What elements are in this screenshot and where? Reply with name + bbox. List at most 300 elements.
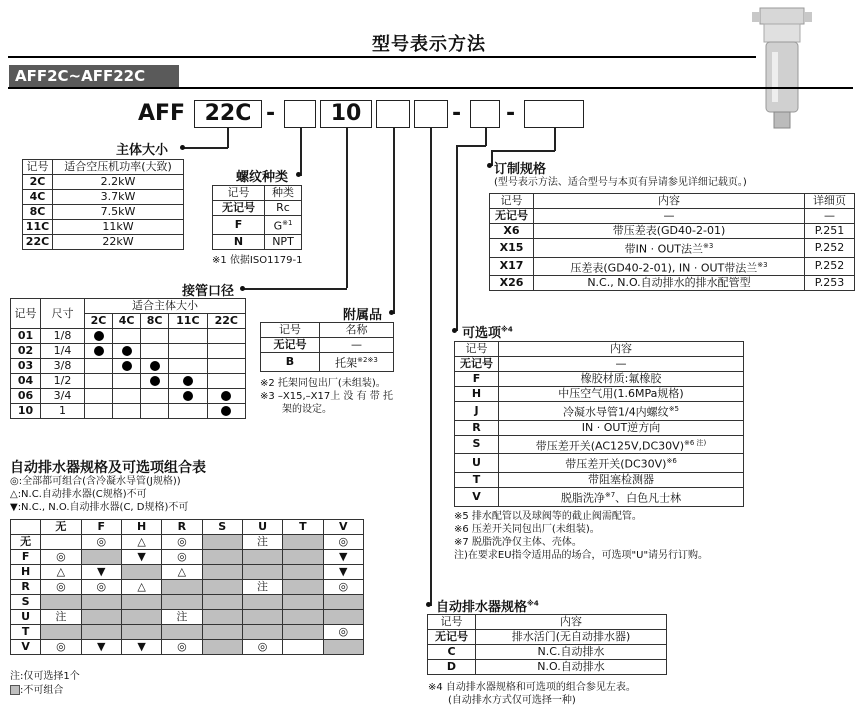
table-row <box>11 610 364 625</box>
custom-content-cell <box>534 239 805 258</box>
combo-title: 自动排水器规格及可选项组合表 <box>10 460 206 476</box>
port-th-size-col: 22C <box>207 314 245 329</box>
opt-code-cell: S <box>455 435 499 454</box>
opt-content-cell <box>499 435 744 454</box>
table-row <box>455 420 744 435</box>
table-row <box>455 357 744 372</box>
combo-cell: ◎ <box>242 640 282 655</box>
title-rule <box>8 56 756 58</box>
table-row <box>428 630 667 645</box>
table-row <box>11 535 364 550</box>
table-row <box>11 389 246 404</box>
size-power-cell: 11kW <box>53 220 184 235</box>
table-row <box>261 338 394 353</box>
port-size-cell: 1/4 <box>41 344 85 359</box>
combo-cell <box>242 625 282 640</box>
size-code-cell: 4C <box>23 190 53 205</box>
table-row <box>455 435 744 454</box>
table-row <box>11 565 364 580</box>
thread-g-text: G <box>273 219 283 233</box>
combo-row-label: U <box>11 610 41 625</box>
table-row <box>428 660 667 675</box>
table-row <box>490 224 855 239</box>
combo-row-label: T <box>11 625 41 640</box>
thread-g-sup: ※1 <box>282 219 293 227</box>
dash-4: - <box>506 101 516 126</box>
drain-note-2: (自动排水方式仅可选择一种) <box>448 695 576 706</box>
drain-dot <box>426 602 431 607</box>
drain-leader <box>430 128 432 606</box>
size-power-cell: 22kW <box>53 235 184 250</box>
combo-th: R <box>162 520 202 535</box>
combo-cell <box>202 610 242 625</box>
combo-cell: 注 <box>242 535 282 550</box>
series-rule <box>8 87 853 89</box>
port-fit-cell <box>141 344 169 359</box>
port-fit-cell <box>169 389 207 404</box>
combo-row-label: R <box>11 580 41 595</box>
combo-cell <box>202 550 242 565</box>
drain-code-cell: 无记号 <box>428 630 476 645</box>
combo-th: V <box>323 520 363 535</box>
combo-cell: ◎ <box>162 535 202 550</box>
combo-cell <box>283 565 323 580</box>
combo-cell: ▼ <box>323 550 363 565</box>
port-code-cell: 04 <box>11 374 41 389</box>
combo-cell <box>202 625 242 640</box>
fit-dot-icon <box>150 376 160 386</box>
acc-th-code: 记号 <box>261 323 320 338</box>
combo-cell <box>121 595 161 610</box>
option-title-text: 可选项 <box>462 326 502 341</box>
table-row <box>490 239 855 258</box>
port-fit-cell <box>207 374 245 389</box>
port-fit-cell <box>85 374 113 389</box>
combo-cell <box>323 610 363 625</box>
port-th-size: 尺寸 <box>41 299 85 329</box>
custom-title: 订制规格 <box>494 162 547 177</box>
opt-code-cell: V <box>455 487 499 506</box>
port-title: 接管口径 <box>182 284 235 299</box>
custom-content-cell: N.C., N.O.自动排水的排水配管型 <box>534 276 805 291</box>
opt-note-4: 注)在要求EU指令适用品的场合，可选项"U"请另行订购。 <box>454 550 709 561</box>
custom-th-content: 内容 <box>534 194 805 209</box>
combo-cell: △ <box>121 580 161 595</box>
combo-cell: △ <box>162 565 202 580</box>
opt-th-code: 记号 <box>455 342 499 357</box>
drain-content-cell: N.O.自动排水 <box>476 660 667 675</box>
table-row <box>23 190 184 205</box>
custom-page-cell: P.252 <box>805 239 855 258</box>
size-code-cell: 8C <box>23 205 53 220</box>
port-fit-cell <box>113 404 141 419</box>
table-row <box>428 645 667 660</box>
table-row <box>23 175 184 190</box>
combo-legend-1: ◎:全部都可组合(含冷凝水导管(J规格)) <box>10 476 181 487</box>
custom-page-cell: P.253 <box>805 276 855 291</box>
combo-cell <box>283 640 323 655</box>
port-fit-cell <box>207 359 245 374</box>
custom-code-cell: X6 <box>490 224 534 239</box>
fit-dot-icon <box>122 361 132 371</box>
opt-code-cell: 无记号 <box>455 357 499 372</box>
port-th-size-col: 4C <box>113 314 141 329</box>
opt-u-text: 带压差开关(DC30V) <box>565 457 667 471</box>
port-fit-cell <box>85 329 113 344</box>
table-row <box>23 235 184 250</box>
combo-cell: △ <box>41 565 81 580</box>
combo-th: F <box>81 520 121 535</box>
option-leader-top <box>456 145 486 147</box>
combo-cell <box>162 595 202 610</box>
table-row <box>11 625 364 640</box>
thread-code-cell: N <box>213 234 265 249</box>
fit-dot-icon <box>183 376 193 386</box>
opt-u-sup: ※6 <box>666 457 677 466</box>
thread-box <box>284 100 316 128</box>
drain-code-cell: C <box>428 645 476 660</box>
table-row <box>213 216 302 235</box>
opt-v-sup: ※7 <box>604 490 616 499</box>
custom-table <box>489 193 855 291</box>
opt-v-text: 脱脂洗净 <box>560 491 605 505</box>
port-th-body: 适合主体大小 <box>85 299 246 314</box>
combo-th <box>11 520 41 535</box>
combo-th: S <box>202 520 242 535</box>
custom-subtitle: (型号表示方法、适合型号与本页有异请参见详细记载页。) <box>494 177 747 188</box>
table-row <box>455 472 744 487</box>
combo-th: T <box>283 520 323 535</box>
option-title-sup: ※4 <box>501 325 513 334</box>
custom-dot <box>487 163 492 168</box>
port-fit-cell <box>85 404 113 419</box>
drain-title <box>436 596 539 615</box>
custom-code-cell: X26 <box>490 276 534 291</box>
opt-content-cell <box>499 454 744 473</box>
size-code-cell: 22C <box>23 235 53 250</box>
port-size-cell: 1 <box>41 404 85 419</box>
combo-cell <box>202 535 242 550</box>
thread-footnote: ※1 依据ISO1179-1 <box>212 255 303 266</box>
custom-page-cell: — <box>805 209 855 224</box>
combo-cell: ◎ <box>41 580 81 595</box>
size-power-cell: 3.7kW <box>53 190 184 205</box>
opt-note-3: ※7 脱脂洗净仅主体、壳体。 <box>454 537 582 548</box>
opt-code-cell: H <box>455 387 499 402</box>
port-fit-cell <box>141 389 169 404</box>
size-table <box>22 159 184 250</box>
combo-cell: ◎ <box>323 535 363 550</box>
combo-cell: ◎ <box>41 640 81 655</box>
custom-leader-2 <box>554 128 556 151</box>
accessory-box <box>376 100 410 128</box>
combo-cell <box>202 640 242 655</box>
port-size-cell: 1/8 <box>41 329 85 344</box>
table-row <box>490 257 855 276</box>
port-size-cell: 3/4 <box>41 389 85 404</box>
opt-s-sup: ※6 注) <box>684 438 707 447</box>
combo-cell <box>242 610 282 625</box>
size-power-cell: 7.5kW <box>53 205 184 220</box>
option-leader <box>456 145 458 331</box>
size-code-cell: 11C <box>23 220 53 235</box>
table-row <box>213 201 302 216</box>
opt-code-cell: J <box>455 402 499 421</box>
custom-x17-sup: ※3 <box>757 260 768 269</box>
acc-note-3: 架的设定。 <box>282 404 332 415</box>
acc-bracket-text: 托架 <box>335 356 358 370</box>
combo-table <box>10 519 364 655</box>
port-fit-cell <box>113 374 141 389</box>
combo-foot-2-text: :不可组合 <box>20 685 64 696</box>
combo-cell: ▼ <box>81 640 121 655</box>
thread-leader <box>300 128 302 176</box>
table-row <box>11 359 246 374</box>
port-fit-cell <box>141 359 169 374</box>
combo-cell <box>41 535 81 550</box>
thread-dot <box>296 172 301 177</box>
drain-content-cell: 排水活门(无自动排水器) <box>476 630 667 645</box>
opt-code-cell: R <box>455 420 499 435</box>
opt-code-cell: T <box>455 472 499 487</box>
combo-cell: ▼ <box>323 565 363 580</box>
combo-cell <box>283 625 323 640</box>
combo-cell: 注 <box>242 580 282 595</box>
table-row <box>23 205 184 220</box>
custom-content-cell: — <box>534 209 805 224</box>
combo-cell <box>121 565 161 580</box>
table-row <box>11 404 246 419</box>
combo-cell <box>121 625 161 640</box>
acc-name-cell: — <box>320 338 394 353</box>
table-row <box>455 372 744 387</box>
thread-th-code: 记号 <box>213 186 265 201</box>
table-row <box>455 387 744 402</box>
size-code-cell: 2C <box>23 175 53 190</box>
custom-page-cell: P.251 <box>805 224 855 239</box>
custom-leader-h <box>491 150 555 152</box>
port-fit-cell <box>207 404 245 419</box>
combo-cell: ◎ <box>162 640 202 655</box>
combo-legend-2: △:N.C.自动排水器(C规格)不可 <box>10 489 147 500</box>
combo-cell <box>323 595 363 610</box>
custom-page-cell: P.252 <box>805 257 855 276</box>
model-prefix: AFF <box>138 101 186 126</box>
custom-x15-sup: ※3 <box>703 242 714 250</box>
table-row <box>455 454 744 473</box>
port-fit-cell <box>169 359 207 374</box>
port-th-code: 记号 <box>11 299 41 329</box>
custom-code-cell: X15 <box>490 239 534 258</box>
opt-s-text: 带压差开关(AC125V,DC30V) <box>535 439 684 453</box>
custom-code-cell: X17 <box>490 257 534 276</box>
size-code: 22C <box>204 101 252 126</box>
drain-title-sup: ※4 <box>527 599 539 608</box>
combo-th: U <box>242 520 282 535</box>
option-title <box>462 322 513 341</box>
custom-code-cell: 无记号 <box>490 209 534 224</box>
acc-note-1: ※2 托架同包出厂(未组装)。 <box>260 378 386 389</box>
port-fit-cell <box>141 374 169 389</box>
acc-code-cell: 无记号 <box>261 338 320 353</box>
combo-row-label: V <box>11 640 41 655</box>
table-row <box>11 344 246 359</box>
thread-code-cell: F <box>213 216 265 235</box>
thread-type-cell <box>265 216 302 235</box>
port-fit-cell <box>207 344 245 359</box>
combo-cell <box>202 565 242 580</box>
opt-code-cell: U <box>455 454 499 473</box>
table-row <box>213 234 302 249</box>
table-row <box>11 580 364 595</box>
dash-3: - <box>452 101 462 126</box>
size-leader-h <box>184 147 228 149</box>
table-row <box>11 640 364 655</box>
combo-cell: 注 <box>41 610 81 625</box>
accessory-table <box>260 322 394 372</box>
combo-cell <box>162 580 202 595</box>
combo-cell <box>242 565 282 580</box>
combo-cell: ◎ <box>41 550 81 565</box>
option-leader-2 <box>485 128 487 146</box>
opt-note-1: ※5 排水配管以及球阀等的截止阀需配管。 <box>454 511 642 522</box>
table-row <box>261 353 394 372</box>
combo-cell: ◎ <box>162 550 202 565</box>
opt-code-cell: F <box>455 372 499 387</box>
combo-cell: ▼ <box>121 550 161 565</box>
combo-cell: ▼ <box>81 565 121 580</box>
drain-th-content: 内容 <box>476 615 667 630</box>
opt-content-cell: 橡胶材质:氟橡胶 <box>499 372 744 387</box>
port-code-cell: 02 <box>11 344 41 359</box>
combo-cell <box>81 550 121 565</box>
port-code-cell: 10 <box>11 404 41 419</box>
port-fit-cell <box>169 344 207 359</box>
thread-code-cell: 无记号 <box>213 201 265 216</box>
combo-cell <box>81 610 121 625</box>
port-th-size-col: 2C <box>85 314 113 329</box>
opt-j-sup: ※5 <box>668 405 680 413</box>
series-label: AFF2C~AFF22C <box>9 65 179 87</box>
table-row <box>455 487 744 506</box>
port-fit-cell <box>113 389 141 404</box>
thread-table <box>212 185 302 250</box>
fit-dot-icon <box>94 346 104 356</box>
table-row <box>11 550 364 565</box>
option-box <box>470 100 500 128</box>
table-row <box>11 595 364 610</box>
combo-foot-2 <box>10 684 63 697</box>
table-row <box>23 220 184 235</box>
port-size-cell: 3/8 <box>41 359 85 374</box>
port-code: 10 <box>330 101 362 126</box>
drain-table <box>427 614 667 675</box>
port-leader-h <box>244 288 347 290</box>
table-row <box>11 374 246 389</box>
acc-name-cell <box>320 353 394 372</box>
combo-foot-1: 注:仅可选择1个 <box>10 671 80 682</box>
custom-x15-text: 带IN · OUT法兰 <box>624 242 704 256</box>
port-fit-cell <box>141 329 169 344</box>
combo-legend-3: ▼:N.C., N.O.自动排水器(C, D规格)不可 <box>10 502 189 513</box>
port-fit-cell <box>169 404 207 419</box>
opt-content-cell: IN · OUT逆方向 <box>499 420 744 435</box>
acc-code-cell: B <box>261 353 320 372</box>
opt-v-tail: 、白色凡士林 <box>615 491 682 505</box>
acc-th-name: 名称 <box>320 323 394 338</box>
size-th-code: 记号 <box>23 160 53 175</box>
dash-1: - <box>266 101 276 126</box>
port-fit-cell <box>113 359 141 374</box>
gray-swatch <box>10 685 20 695</box>
thread-type-cell: NPT <box>265 234 302 249</box>
size-dot <box>180 145 185 150</box>
opt-content-cell: 带阻塞检测器 <box>499 472 744 487</box>
combo-cell <box>283 550 323 565</box>
opt-note-2: ※6 压差开关同包出厂(未组装)。 <box>454 524 600 535</box>
combo-cell <box>202 595 242 610</box>
size-leader <box>227 128 229 148</box>
size-th-power: 适合空压机功率(大致) <box>53 160 184 175</box>
combo-cell: ◎ <box>81 580 121 595</box>
combo-cell: ◎ <box>323 580 363 595</box>
custom-content-cell: 带压差表(GD40-2-01) <box>534 224 805 239</box>
port-fit-cell <box>207 389 245 404</box>
combo-cell: ▼ <box>121 640 161 655</box>
drain-th-code: 记号 <box>428 615 476 630</box>
port-th-size-col: 11C <box>169 314 207 329</box>
port-fit-cell <box>85 344 113 359</box>
port-fit-cell <box>169 374 207 389</box>
combo-cell <box>41 625 81 640</box>
combo-cell <box>283 580 323 595</box>
fit-dot-icon <box>122 346 132 356</box>
port-dot <box>240 286 245 291</box>
table-row <box>11 329 246 344</box>
combo-cell <box>283 610 323 625</box>
drain-content-cell: N.C.自动排水 <box>476 645 667 660</box>
fit-dot-icon <box>221 391 231 401</box>
port-size-cell: 1/2 <box>41 374 85 389</box>
fit-dot-icon <box>94 331 104 341</box>
port-fit-cell <box>113 329 141 344</box>
table-row <box>455 402 744 421</box>
combo-cell <box>81 595 121 610</box>
acc-dot <box>389 310 394 315</box>
combo-th: H <box>121 520 161 535</box>
combo-row-label: F <box>11 550 41 565</box>
combo-cell <box>242 595 282 610</box>
port-fit-cell <box>85 389 113 404</box>
combo-cell: 注 <box>162 610 202 625</box>
port-fit-cell <box>113 344 141 359</box>
opt-content-cell <box>499 402 744 421</box>
combo-cell <box>283 535 323 550</box>
port-code-cell: 06 <box>11 389 41 404</box>
port-th-size-col: 8C <box>141 314 169 329</box>
page-title: 型号表示方法 <box>372 34 486 55</box>
combo-cell: △ <box>121 535 161 550</box>
drain-code-cell: D <box>428 660 476 675</box>
port-leader <box>346 128 348 288</box>
thread-type-cell: Rc <box>265 201 302 216</box>
drain-note-1: ※4 自动排水器规格和可选项的组合参见左表。 <box>428 682 636 693</box>
port-table <box>10 298 246 419</box>
option-dot <box>452 328 457 333</box>
filter-product-image <box>752 2 812 137</box>
table-row <box>490 276 855 291</box>
opt-j-text: 冷凝水导管1/4内螺纹 <box>562 405 669 419</box>
